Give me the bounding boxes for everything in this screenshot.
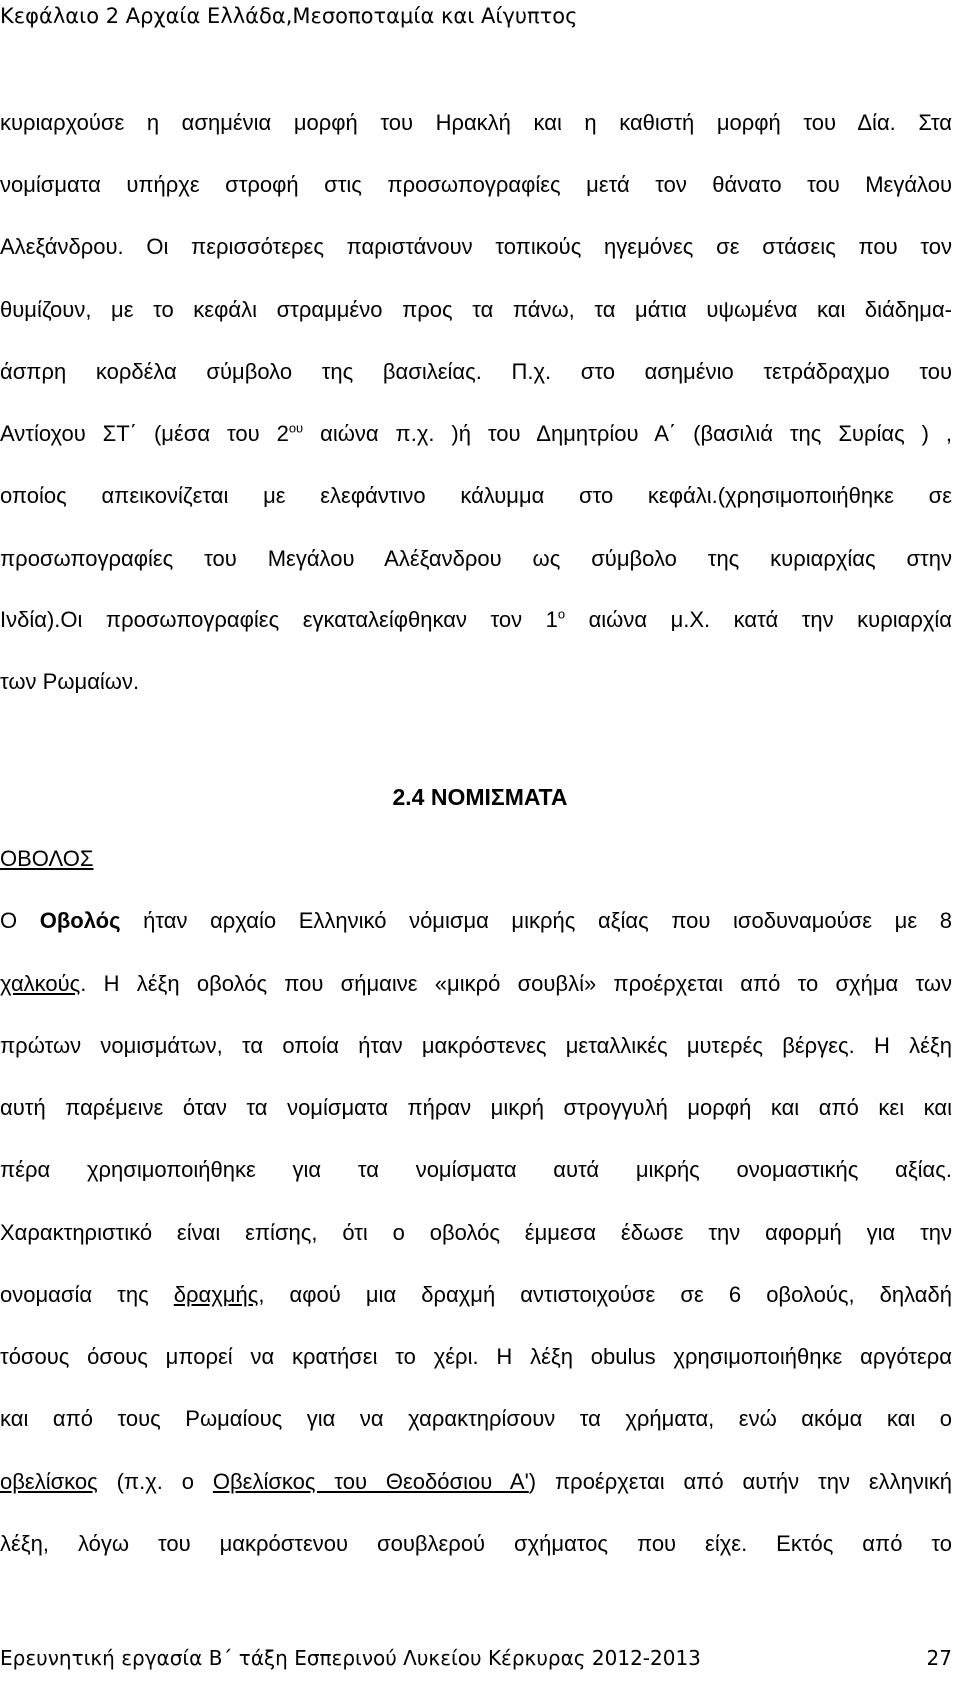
text-line <box>0 1280 952 1310</box>
link-drachmi[interactable]: δραχμής <box>173 1282 259 1307</box>
text-line: λέξη, λόγω του μακρόστενου σουβλερού σχήματος που είχε. Εκτός από το <box>0 1531 952 1556</box>
text-line <box>0 969 952 999</box>
superscript: ου <box>288 420 304 436</box>
link-obelisk-theodosius[interactable]: Οβελίσκος του Θεοδόσιου Α' <box>212 1469 529 1494</box>
text-line: και από τους Ρωμαίους για να χαρακτηρίσουν τα χρήματα, ενώ ακόμα και ο <box>0 1406 952 1431</box>
text-line: αυτή παρέμεινε όταν τα νομίσματα πήραν μικρή στρογγυλή μορφή και από κει και <box>0 1095 952 1120</box>
link-chalkous[interactable]: χαλκούς <box>0 971 81 996</box>
text-line: πρώτων νομισμάτων, τα οποία ήταν μακρόστενες μεταλλικές μυτερές βέργες. Η λέξη <box>0 1033 952 1058</box>
text-span: (π.χ. ο <box>97 1469 213 1494</box>
text-line: Αλεξάνδρου. Οι περισσότερες παριστάνουν τοπικούς ηγεμόνες σε στάσεις που τον <box>0 234 952 259</box>
section-subheading: ΟΒΟΛΟΣ <box>0 846 94 871</box>
text-line: νομίσματα υπήρχε στροφή στις προσωπογραφίες μετά τον θάνατο του Μεγάλου <box>0 172 952 197</box>
text-line: θυμίζουν, με το κεφάλι στραμμένο προς τα πάνω, τα μάτια υψωμένα και διάδημα- <box>0 297 952 322</box>
text-span: ) προέρχεται από αυτήν την ελληνική <box>528 1469 952 1494</box>
text-line: τόσους όσους μπορεί να κρατήσει το χέρι. Η λέξη obulus χρησιμοποιήθηκε αργότερα <box>0 1344 952 1369</box>
text-span: αιώνα μ.Χ. κατά την κυριαρχία <box>565 607 953 632</box>
chapter-title: Κεφάλαιο 2 Αρχαία Ελλάδα,Μεσοποταμία και Αίγυπτος <box>0 4 578 28</box>
text-line: Χαρακτηριστικό είναι επίσης, ότι ο οβολός έμμεσα έδωσε την αφορμή για την <box>0 1220 952 1245</box>
page-number: 27 <box>926 1646 952 1670</box>
text-line: προσωπογραφίες του Μεγάλου Αλέξανδρου ως σύμβολο της κυριαρχίας στην <box>0 546 952 571</box>
text-line: των Ρωμαίων. <box>0 669 140 694</box>
text-span: ήταν αρχαίο Ελληνικό νόμισμα μικρής αξίας που ισοδυναμούσε με 8 <box>120 908 952 933</box>
text-span: αιώνα π.χ. )ή του Δημητρίου Α΄ (βασιλιά της Συρίας ) , <box>303 421 952 446</box>
section-heading: 2.4 ΝΟΜΙΣΜΑΤΑ <box>392 784 568 810</box>
footer-text: Ερευνητική εργασία Β΄ τάξη Εσπερινού Λυκείου Κέρκυρας 2012-2013 <box>0 1646 701 1670</box>
superscript: ο <box>557 606 566 622</box>
text-span: Ο <box>0 908 40 933</box>
text-line <box>0 1467 952 1497</box>
link-obeliskos[interactable]: οβελίσκος <box>0 1469 98 1494</box>
text-span: . Η λέξη οβολός που σήμαινε «μικρό σουβλί» προέρχεται από το σχήμα των <box>80 971 952 996</box>
text-span: ονομασία της <box>0 1282 174 1307</box>
text-line: πέρα χρησιμοποιήθηκε για τα νομίσματα αυτά μικρής ονομαστικής αξίας. <box>0 1157 952 1182</box>
text-span: , αφού μια δραχμή αντιστοιχούσε σε 6 οβολούς, δηλαδή <box>258 1282 952 1307</box>
text-line <box>0 419 952 449</box>
text-line: οποίος απεικονίζεται με ελεφάντινο κάλυμμα στο κεφάλι.(χρησιμοποιήθηκε σε <box>0 483 952 508</box>
text-span: Ινδία).Οι προσωπογραφίες εγκαταλείφθηκαν τον 1 <box>0 607 558 632</box>
text-line: άσπρη κορδέλα σύμβολο της βασιλείας. Π.χ. στο ασημένιο τετράδραχμο του <box>0 359 952 384</box>
text-line: κυριαρχούσε η ασημένια μορφή του Ηρακλή και η καθιστή μορφή του Δία. Στα <box>0 110 952 135</box>
text-line <box>0 605 952 635</box>
text-line <box>0 906 952 936</box>
bold-term: Οβολός <box>39 908 121 933</box>
text-span: Αντίοχου ΣΤ΄ (μέσα του 2 <box>0 421 289 446</box>
